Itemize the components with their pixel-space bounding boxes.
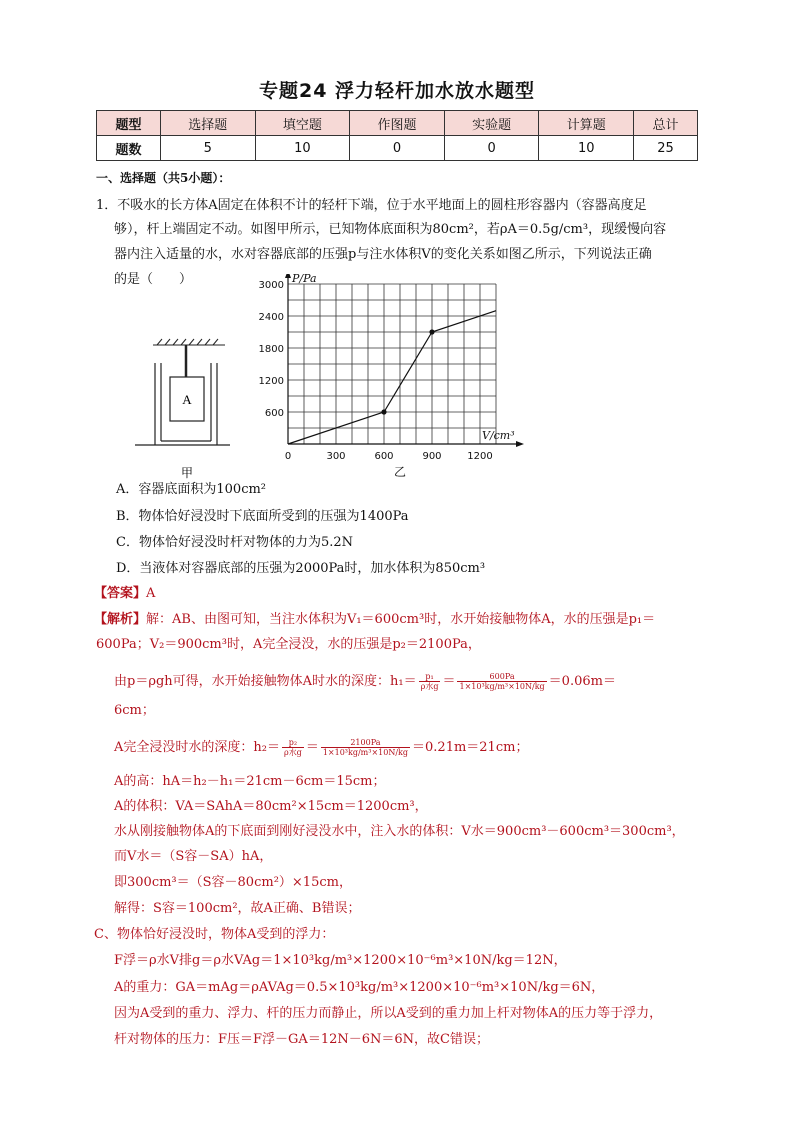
fraction-numerator: 2100Pa [321, 738, 410, 748]
y-tick-label: 1800 [258, 344, 284, 355]
analysis-label: 【解析】 [94, 612, 147, 627]
option-a: A．容器底面积为100cm² [116, 482, 267, 497]
fraction-denominator: ρ水g [420, 682, 439, 691]
summary-header-cell: 实验题 [444, 111, 539, 136]
fraction-numerator: p₂ [282, 738, 304, 748]
fraction [457, 672, 546, 691]
analysis-text: C、物体恰好浸没时，物体A受到的浮力： [94, 927, 335, 942]
summary-header-cell: 计算题 [539, 111, 634, 136]
equals-sign: ＝ [442, 674, 456, 689]
page-title: 专题24 浮力轻杆加水放水题型 [258, 80, 536, 102]
fraction-denominator: 1×10³kg/m³×10N/kg [322, 748, 409, 757]
analysis-text: 解得：S容＝100cm²，故A正确、B错误； [114, 901, 361, 916]
analysis-text: A完全浸没时水的深度：h₂＝ [114, 740, 280, 755]
x-tick-label: 0 [284, 451, 292, 462]
fraction [282, 738, 304, 757]
x-tick-label: 900 [422, 451, 442, 462]
y-tick-label: 600 [264, 408, 284, 419]
summary-header-cell: 作图题 [350, 111, 445, 136]
question-text: 的是（ ） [114, 272, 193, 287]
analysis-text: A的高：hA＝h₂－h₁＝21cm－6cm＝15cm； [114, 774, 386, 789]
summary-count-row [97, 136, 698, 161]
analysis-text: 杆对物体的压力：F压＝F浮－GA＝12N－6N＝6N，故C错误； [114, 1032, 489, 1047]
question-text: 1．不吸水的长方体A固定在体积不计的轻杆下端，位于水平地面上的圆柱形容器内（容器高度足 [96, 198, 647, 213]
summary-count-cell: 0 [350, 136, 445, 161]
analysis-text: ＝0.21m＝21cm； [412, 740, 529, 755]
figure-caption-jia: 甲 [180, 466, 194, 480]
figure-caption-yi: 乙 [393, 465, 407, 479]
summary-count-cell: 25 [634, 136, 698, 161]
option-b: B．物体恰好浸没时下底面所受到的压强为1400Pa [116, 509, 409, 524]
pressure-volume-chart [250, 274, 540, 484]
summary-count-cell: 0 [444, 136, 539, 161]
equals-sign: ＝ [305, 740, 319, 755]
fraction [321, 738, 410, 757]
data-point [381, 409, 386, 414]
summary-header-row [97, 111, 698, 136]
data-series-line [288, 311, 496, 444]
analysis-text: 而V水＝（S容－SA）hA， [114, 849, 273, 864]
answer-value: A [146, 586, 156, 601]
analysis-text: 解：AB、由图可知，当注水体积为V₁＝600cm³时，水开始接触物体A，水的压强是p₁＝ [146, 612, 656, 627]
y-axis-label: P/Pa [292, 274, 317, 285]
analysis-text: A的体积：VA＝SAhA＝80cm²×15cm＝1200cm³， [114, 799, 428, 814]
y-axis-arrow [285, 274, 291, 278]
ceiling-hatch [153, 339, 225, 345]
x-tick-label: 300 [326, 451, 346, 462]
question-summary-table [96, 110, 698, 161]
option-c: C．物体恰好浸没时杆对物体的力为5.2N [116, 535, 353, 550]
analysis-formula-line [114, 672, 616, 691]
question-text: 够），杆上端固定不动。如图甲所示，已知物体底面积为80cm²，若ρA＝0.5g/cm³，现缓慢向容 [114, 222, 667, 237]
answer-label: 【答案】 [94, 586, 147, 601]
analysis-text: 水从刚接触物体A的下底面到刚好浸没水中，注入水的体积：V水＝900cm³－600cm³＝300cm³， [114, 824, 685, 839]
figure-container-diagram [125, 325, 240, 480]
fraction-numerator: 600Pa [457, 672, 546, 682]
analysis-text: 即300cm³＝（S容－80cm²）×15cm， [114, 875, 352, 890]
x-tick-label: 1200 [467, 451, 493, 462]
summary-count-cell: 5 [160, 136, 255, 161]
option-d: D．当液体对容器底部的压强为2000Pa时，加水体积为850cm³ [116, 561, 486, 576]
analysis-formula-line [114, 738, 528, 757]
analysis-text: F浮＝ρ水V排g＝ρ水VAg＝1×10³kg/m³×1200×10⁻⁶m³×10N/kg＝12N， [114, 953, 567, 968]
x-axis-label: V/cm³ [482, 429, 515, 442]
summary-count-cell: 10 [539, 136, 634, 161]
summary-header-cell: 题型 [97, 111, 161, 136]
fraction-denominator: 1×10³kg/m³×10N/kg [459, 682, 545, 691]
y-tick-label: 3000 [258, 280, 284, 291]
x-tick-label: 600 [374, 451, 394, 462]
question-text: 器内注入适量的水，水对容器底部的压强p与注水体积V的变化关系如图乙所示，下列说法正确 [114, 247, 652, 262]
analysis-line [94, 612, 655, 628]
analysis-text: 由p＝ρgh可得，水开始接触物体A时水的深度：h₁＝ [114, 674, 417, 689]
analysis-text: A的重力：GA＝mAg＝ρAVAg＝0.5×10³kg/m³×1200×10⁻⁶m³×10N/kg＝6N， [114, 980, 605, 995]
summary-count-cell: 10 [255, 136, 350, 161]
y-tick-label: 2400 [258, 312, 284, 323]
summary-count-cell: 题数 [97, 136, 161, 161]
fraction-numerator: p₁ [419, 672, 441, 682]
answer-line [94, 586, 155, 602]
y-tick-label: 1200 [258, 376, 284, 387]
summary-header-cell: 选择题 [160, 111, 255, 136]
section-heading: 一、选择题（共5小题）： [96, 171, 231, 185]
fraction-denominator: ρ水g [283, 748, 302, 757]
analysis-text: 600Pa；V₂＝900cm³时，A完全浸没，水的压强是p₂＝2100Pa， [96, 637, 481, 652]
data-point [429, 329, 434, 334]
x-axis-arrow [516, 441, 524, 447]
summary-header-cell: 填空题 [255, 111, 350, 136]
block-a-label: A [182, 392, 192, 407]
fraction [419, 672, 441, 691]
analysis-text: 6cm； [114, 703, 155, 718]
analysis-text: 因为A受到的重力、浮力、杆的压力而静止，所以A受到的重力加上杆对物体A的压力等于浮力， [114, 1006, 663, 1021]
analysis-text: ＝0.06m＝ [548, 674, 616, 689]
summary-header-cell: 总计 [634, 111, 698, 136]
